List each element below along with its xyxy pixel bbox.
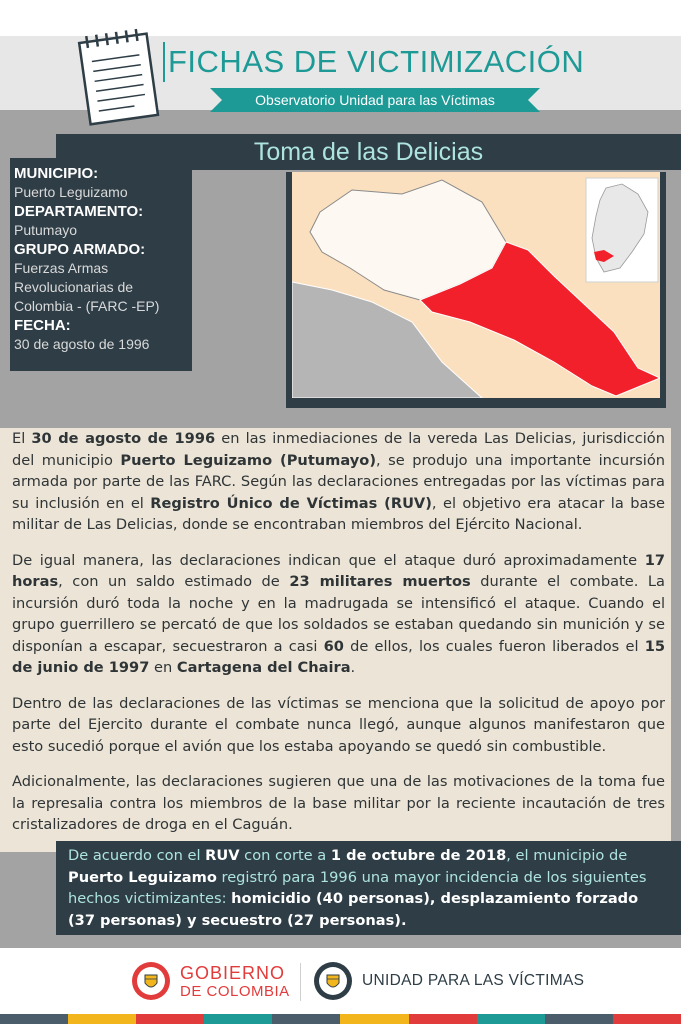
body-text xyxy=(12,428,665,850)
summary-part: registró para 1996 una mayor incidencia de los siguientes hechos victimizantes: xyxy=(68,868,647,907)
title-divider xyxy=(163,42,165,82)
paragraph-1 xyxy=(12,428,665,536)
p1-date: 30 de agosto de 1996 xyxy=(31,430,216,447)
p1-ruv: Registro Único de Víctimas (RUV) xyxy=(150,494,432,512)
p2-text: , con un saldo estimado de xyxy=(58,573,290,590)
colombia-seal-icon xyxy=(131,961,171,1001)
p2-hours: 17 horas xyxy=(12,551,665,590)
summary-figures: homicidio (40 personas), desplazamiento forzado (37 personas) y secuestro (27 personas). xyxy=(68,890,639,929)
municipio-label: MUNICIPIO: xyxy=(14,165,99,182)
page-title: FICHAS DE VICTIMIZACIÓN xyxy=(168,44,585,79)
p2-text: en xyxy=(149,659,177,676)
p2-casualties: 23 militares muertos xyxy=(289,573,471,590)
summary-text xyxy=(68,845,670,931)
grupo-armado-line-2: Revolucionarias de xyxy=(14,279,134,295)
municipality-map xyxy=(292,172,660,398)
p2-release-date: 15 de junio de 1997 xyxy=(12,637,665,676)
notebook-icon xyxy=(70,24,166,126)
summary-part: De acuerdo con el xyxy=(68,847,206,864)
p1-text: , se produjo una importante incursión armada por parte de las FARC. Según las declaraciones entregadas por las víctimas para su inclusión en el xyxy=(12,451,666,512)
p2-text: de ellos, los cuales fueron liberados el xyxy=(343,637,645,655)
p2-text: . xyxy=(350,659,356,676)
p2-text: durante el combate. La incursión duró toda la noche y en la madrugada se intensificó el ataque. Cuando el grupo guerrillero se percató de que los soldados se estaban quedando sin munición y se disponían a escapar, secuestraron a casi xyxy=(12,573,666,655)
p1-text: , el objetivo era atacar la base militar de Las Delicias, donde se encontraban miembros del Ejército Nacional. xyxy=(12,494,665,533)
p1-text: en las inmediaciones de la vereda Las Delicias, jurisdicción del municipio xyxy=(12,430,665,469)
summary-date: 1 de octubre de 2018 xyxy=(330,847,507,864)
unidad-victimas-label: UNIDAD PARA LAS VÍCTIMAS xyxy=(362,972,585,989)
p2-place: Cartagena del Chaira xyxy=(176,659,351,676)
paragraph-2 xyxy=(12,550,665,679)
fecha-label: FECHA: xyxy=(14,317,71,334)
gobierno-line-2: DE COLOMBIA xyxy=(180,983,290,1000)
departamento-value: Putumayo xyxy=(14,222,78,238)
p1-text: El xyxy=(12,430,32,447)
fecha-value: 30 de agosto de 1996 xyxy=(14,336,150,352)
paragraph-4: Adicionalmente, las declaraciones sugieren que una de las motivaciones de la toma fue la represalia contra los miembros de la base militar por la reciente incautación de tres cristalizadores de droga en el Caguán. xyxy=(12,773,665,833)
grupo-armado-line-1: Fuerzas Armas xyxy=(14,260,109,276)
p2-kidnapped: 60 xyxy=(323,637,344,655)
p1-municipio: Puerto Leguizamo (Putumayo) xyxy=(120,451,376,469)
summary-part: con corte a xyxy=(239,847,331,864)
footer-divider xyxy=(300,963,301,1001)
summary-part: , el municipio de xyxy=(506,847,628,864)
grupo-armado-line-3: Colombia - (FARC -EP) xyxy=(14,298,160,314)
unidad-seal-icon xyxy=(313,961,353,1001)
p2-text: De igual manera, las declaraciones indican que el ataque duró aproximadamente xyxy=(12,551,645,569)
grupo-armado-label: GRUPO ARMADO: xyxy=(14,241,146,258)
page-subtitle: Observatorio Unidad para las Víctimas xyxy=(255,92,495,108)
summary-ruv: RUV xyxy=(205,847,240,864)
paragraph-3: Dentro de las declaraciones de las víctimas se menciona que la solicitud de apoyo por parte del Ejercito durante el combate nunca llegó, aunque algunos manifestaron que esto sucedió porque el avión que los estaba apoyando se quedó sin combustible. xyxy=(12,694,665,755)
gobierno-line-1: GOBIERNO xyxy=(180,963,286,983)
event-title: Toma de las Delicias xyxy=(253,138,484,166)
color-stripes xyxy=(0,1014,681,1024)
info-box xyxy=(10,158,192,371)
summary-municipio: Puerto Leguizamo xyxy=(68,868,217,886)
municipio-value: Puerto Leguizamo xyxy=(14,184,128,200)
departamento-label: DEPARTAMENTO: xyxy=(14,203,144,220)
